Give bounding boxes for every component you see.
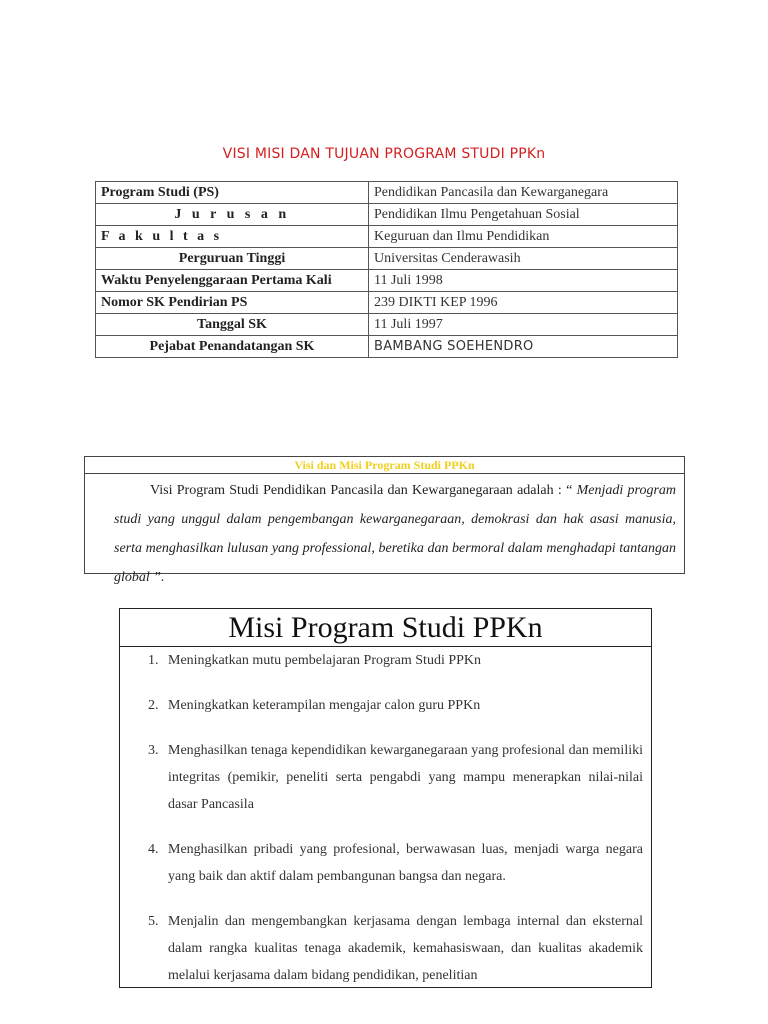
info-value: Pendidikan Pancasila dan Kewarganegara	[369, 182, 678, 204]
info-value: 11 Juli 1997	[369, 314, 678, 336]
list-item	[148, 692, 643, 719]
list-item	[148, 737, 643, 818]
table-row	[96, 314, 678, 336]
info-value: Pendidikan Ilmu Pengetahuan Sosial	[369, 204, 678, 226]
info-value: BAMBANG SOEHENDRO	[369, 336, 678, 358]
info-label: F a k u l t a s	[96, 226, 369, 248]
list-item	[148, 836, 643, 890]
list-item	[148, 908, 643, 988]
info-value: 11 Juli 1998	[369, 270, 678, 292]
item-text: Meningkatkan mutu pembelajaran Program Studi PPKn	[168, 653, 482, 668]
table-row	[96, 204, 678, 226]
visi-section	[84, 456, 685, 585]
info-value: Keguruan dan Ilmu Pendidikan	[369, 226, 678, 248]
table-row	[96, 226, 678, 248]
item-number: 4.	[148, 842, 159, 857]
info-label: Program Studi (PS)	[96, 182, 369, 204]
item-number: 2.	[148, 698, 159, 713]
info-label: Pejabat Penandatangan SK	[96, 336, 369, 358]
table-row	[96, 292, 678, 314]
info-value: 239 DIKTI KEP 1996	[369, 292, 678, 314]
info-label: Waktu Penyelenggaraan Pertama Kali	[96, 270, 369, 292]
item-number: 3.	[148, 743, 159, 758]
table-row	[96, 248, 678, 270]
item-text: Menjalin dan mengembangkan kerjasama dengan lembaga internal dan eksternal dalam rangka kualitas tenaga akademik, kemahasiswaan, dan kualitas akademik melalui kerjasama dalam bidang pendidikan, penelitian	[168, 914, 643, 983]
item-number: 1.	[148, 653, 159, 668]
misi-section	[119, 608, 652, 988]
list-item	[148, 647, 643, 674]
visi-statement: Menjadi program studi yang unggul dalam pengembangan kewarganegaraan, demokrasi dan hak asasi manusia, serta menghasilkan lulusan yang professional, beretika dan bermoral dalam menghadapi tantangan global ”.	[114, 483, 676, 585]
item-number: 5.	[148, 914, 159, 929]
table-row	[96, 336, 678, 358]
info-value: Universitas Cenderawasih	[369, 248, 678, 270]
info-label: J u r u s a n	[96, 204, 369, 226]
table-row	[96, 270, 678, 292]
item-text: Menghasilkan pribadi yang profesional, berwawasan luas, menjadi warga negara yang baik dan aktif dalam pembangunan bangsa dan negara.	[168, 842, 643, 884]
program-info-table	[95, 181, 678, 358]
visi-heading: Visi dan Misi Program Studi PPKn	[85, 457, 684, 474]
info-label: Tanggal SK	[96, 314, 369, 336]
visi-intro: Visi Program Studi Pendidikan Pancasila dan Kewarganegaraan adalah : “	[150, 483, 573, 498]
item-text: Meningkatkan keterampilan mengajar calon guru PPKn	[168, 698, 481, 713]
misi-list	[120, 647, 651, 988]
misi-heading: Misi Program Studi PPKn	[120, 609, 651, 647]
visi-text	[85, 474, 684, 592]
item-text: Menghasilkan tenaga kependidikan kewarganegaraan yang profesional dan memiliki integritas (pemikir, peneliti serta pengabdi yang mampu menerapkan nilai-nilai dasar Pancasila	[168, 743, 643, 812]
table-row	[96, 182, 678, 204]
info-label: Nomor SK Pendirian PS	[96, 292, 369, 314]
info-label: Perguruan Tinggi	[96, 248, 369, 270]
document-title: VISI MISI DAN TUJUAN PROGRAM STUDI PPKn	[222, 146, 546, 162]
